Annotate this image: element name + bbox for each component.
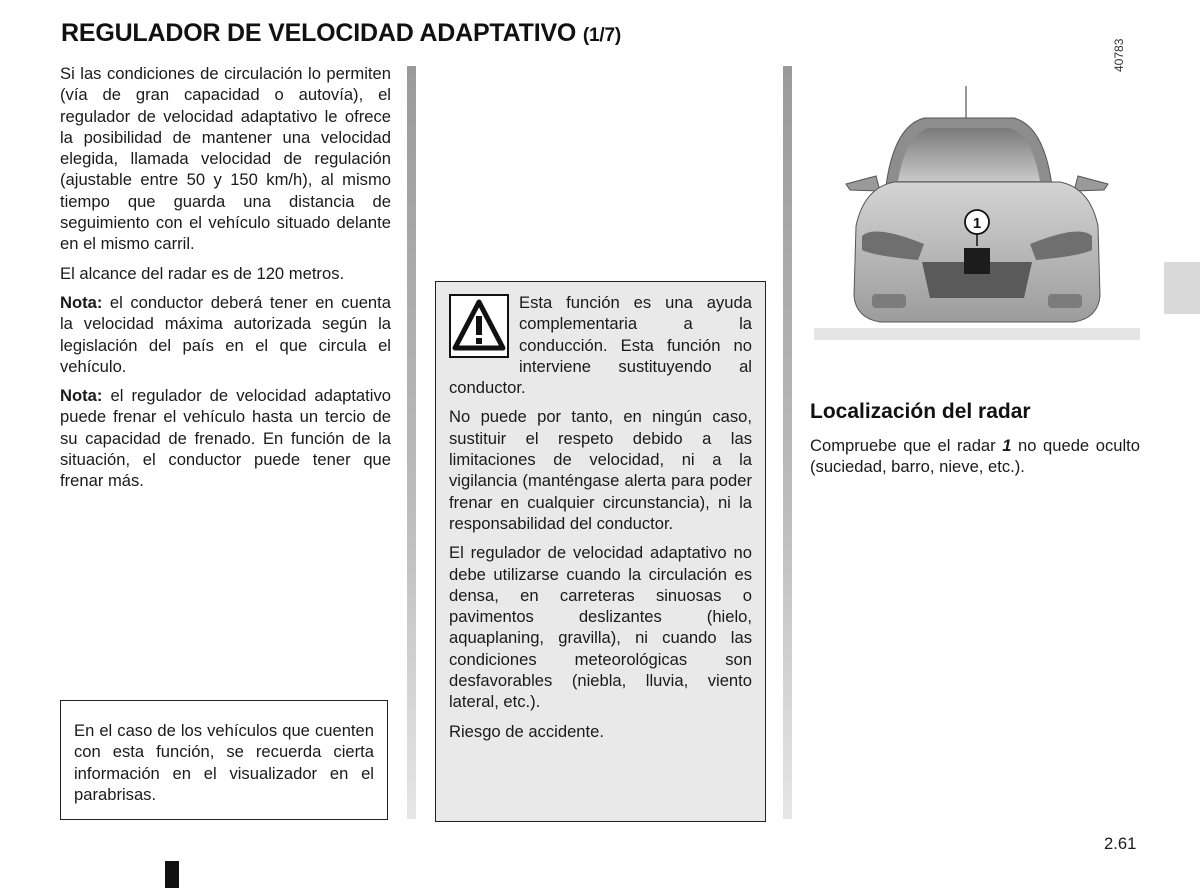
column-divider <box>783 66 792 819</box>
print-mark <box>165 861 179 888</box>
section-text-before: Compruebe que el radar <box>810 436 1003 455</box>
intro-paragraph: Si las condiciones de circulación lo permiten (vía de gran capacidad o autovía), el regulador de velocidad adaptativo le ofrece la posibilidad de mantener una velocidad elegida, llamada velocidad de regulación (ajustable entre 50 y 150 km/h), al mismo tiempo que guarda una distancia de seguimiento con el vehículo situado delante en el mismo carril. <box>60 64 391 254</box>
warning-triangle-icon <box>449 294 509 358</box>
page-title-text: REGULADOR DE VELOCIDAD ADAPTATIVO <box>61 19 577 47</box>
warning-header <box>449 292 752 406</box>
chapter-tab <box>1164 262 1200 314</box>
warning-paragraph: No puede por tanto, en ningún caso, sustituir el respeto debido a las limitaciones de velocidad, ni a la vigilancia (manténgase alerta para poder frenar en cualquier circunstancia), ni la responsabilidad del conductor. <box>449 407 752 533</box>
note-text: el conductor deberá tener en cuenta la velocidad máxima autorizada según la legislación del país en el que circula el vehículo. <box>60 292 391 376</box>
note-label: Nota: <box>60 386 103 406</box>
warning-box <box>435 281 766 822</box>
page-number: 2.61 <box>1104 834 1137 853</box>
note-text: el regulador de velocidad adaptativo puede frenar el vehículo hasta un tercio de su capacidad de frenado. En función de la situación, el conductor puede tener que frenar más. <box>60 386 391 491</box>
radar-callout-label: 1 <box>972 215 982 232</box>
radar-ref: 1 <box>1002 436 1012 455</box>
section-title: Localización del radar <box>810 400 1031 423</box>
note-speed-limit <box>60 292 391 377</box>
warning-paragraph: Esta función es una ayuda complementaria a la conducción. Esta función no interviene sustituyendo al conductor. <box>449 293 752 398</box>
info-box-text: En el caso de los vehículos que cuenten con esta función, se recuerda cierta información en el visualizador en el parabrisas. <box>74 721 374 804</box>
warning-risk: Riesgo de accidente. <box>449 721 604 741</box>
column-divider <box>407 66 416 819</box>
note-label: Nota: <box>60 292 103 312</box>
radar-range-paragraph: El alcance del radar es de 120 metros. <box>60 263 345 283</box>
section-body <box>810 435 1140 478</box>
page-part: (1/7) <box>582 25 621 46</box>
page-title <box>61 19 621 48</box>
figure-code: 40783 <box>1112 38 1126 72</box>
car-front-illustration <box>814 66 1140 340</box>
section-paragraph <box>810 435 1140 478</box>
intro-column <box>60 63 391 500</box>
note-braking <box>60 385 391 491</box>
info-box <box>60 700 388 820</box>
section-text-after: no quede oculto (suciedad, barro, nieve, etc.). <box>810 436 1140 477</box>
warning-paragraph: El regulador de velocidad adaptativo no debe utilizarse cuando la circulación es densa, en carreteras sinuosas o pavimentos deslizantes (hielo, aquaplaning, gravilla), ni cuando las condiciones meteorológicas son desfavorables (niebla, lluvia, viento lateral, etc.). <box>449 543 752 712</box>
